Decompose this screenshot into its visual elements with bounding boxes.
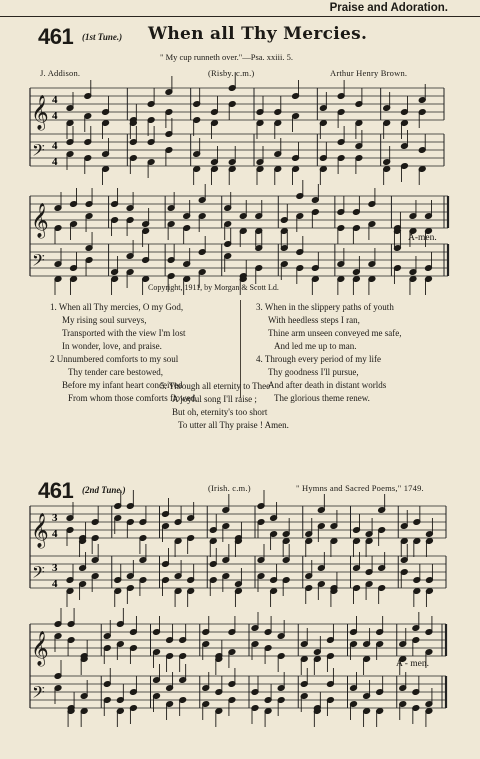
verse-line: But oh, eternity's too short xyxy=(172,407,268,417)
verse-line: In wonder, love, and praise. xyxy=(62,341,162,351)
time-signature: 4 xyxy=(52,110,58,122)
verse-line: Thy tender care bestowed, xyxy=(68,367,163,377)
verse-line: A joyful song I'll raise ; xyxy=(172,394,257,404)
clef-icon: 𝄞 xyxy=(31,203,49,238)
time-signature: 4 xyxy=(52,140,58,152)
verse-line: With heedless steps I ran, xyxy=(268,315,360,325)
verse-line: 1. When all Thy mercies, O my God, xyxy=(50,302,184,312)
verse-line: Thine arm unseen conveyed me safe, xyxy=(268,328,402,338)
clef-icon: 𝄞 xyxy=(31,513,49,548)
hymn-number-2: 461 xyxy=(38,478,74,503)
tune-label-2: (2nd Tune.) xyxy=(82,485,126,495)
verse-line: 2 Unnumbered comforts to my soul xyxy=(50,354,179,364)
time-signature: 4 xyxy=(52,528,58,540)
time-signature: 4 xyxy=(52,94,58,106)
time-signature: 3 xyxy=(52,562,58,574)
time-signature: 4 xyxy=(52,156,58,168)
verse-line: Thy goodness I'll pursue, xyxy=(268,367,359,377)
verse-line: 5. Through all eternity to Thee xyxy=(160,381,271,391)
verse-5 xyxy=(160,380,289,432)
verse-line: To utter all Thy praise ! Amen. xyxy=(178,420,289,430)
running-head: Praise and Adoration. xyxy=(329,2,448,14)
time-signature: 3 xyxy=(52,512,58,524)
source: " Hymns and Sacred Poems," 1749. xyxy=(296,483,424,493)
composer: Arthur Henry Brown. xyxy=(330,68,408,78)
hymn-title: When all Thy Mercies. xyxy=(148,24,368,44)
amen-label: A-men. xyxy=(408,233,437,243)
verse-line: The glorious theme renew. xyxy=(274,393,370,403)
verse-line: My rising soul surveys, xyxy=(62,315,147,325)
clef-icon: 𝄞 xyxy=(31,631,49,666)
copyright: Copyright, 1911, by Morgan & Scott Ld. xyxy=(148,283,279,292)
clef-icon: 𝄞 xyxy=(31,95,49,130)
verse-line: Before my infant heart conceived xyxy=(62,380,183,390)
tune-meter-2: (Irish. c.m.) xyxy=(208,483,251,493)
epigraph: " My cup runneth over."—Psa. xxiii. 5. xyxy=(160,52,294,62)
verse-3 xyxy=(256,301,401,353)
tune-label: (1st Tune.) xyxy=(82,32,123,42)
clef-icon: 𝄢 xyxy=(32,250,45,274)
hymn-number: 461 xyxy=(38,24,74,49)
clef-icon: 𝄢 xyxy=(32,562,45,586)
author: J. Addison. xyxy=(40,68,81,78)
tune-meter: (Risby. c.m.) xyxy=(208,68,255,78)
verse-line: Transported with the view I'm lost xyxy=(62,328,186,338)
clef-icon: 𝄢 xyxy=(32,682,45,706)
verse-line: 3. When in the slippery paths of youth xyxy=(256,302,394,312)
clef-icon: 𝄢 xyxy=(32,140,45,164)
verse-line: And after death in distant worlds xyxy=(268,380,387,390)
verse-line: And led me up to man. xyxy=(274,341,357,351)
verse-1 xyxy=(50,301,186,353)
verse-line: From whom those comforts flowed. xyxy=(68,393,198,403)
time-signature: 4 xyxy=(52,578,58,590)
amen-label-2: A - men. xyxy=(396,659,429,669)
verse-line: 4. Through every period of my life xyxy=(256,354,382,364)
